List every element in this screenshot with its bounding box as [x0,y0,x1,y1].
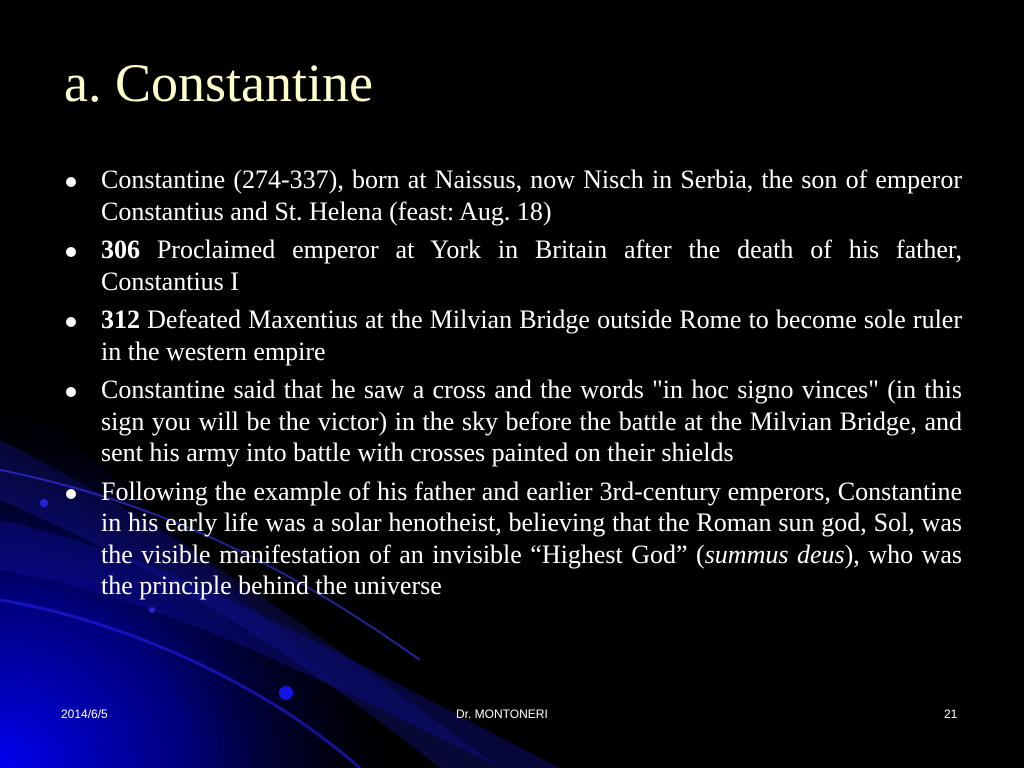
bullet-text-before: Following the example of his father and earlier 3rd-century emperors, Constantine in his early life was a solar henotheist, believing that the Roman sun god, Sol, was the visible manifestation of an invisible “Highest God” ( [101,476,962,569]
bullet-item [64,476,962,602]
bullet-year: 312 [101,305,140,334]
slide-title: a. Constantine [64,53,373,113]
footer-author: Dr. MONTONERI [456,707,548,721]
bullet-dot-icon [66,247,76,257]
bullet-text: Proclaimed emperor at York in Britain after the death of his father, Constantius I [101,235,962,296]
bullet-text: Constantine (274-337), born at Naissus, now Nisch in Serbia, the son of emperor Constantius and St. Helena (feast: Aug. 18) [101,165,962,226]
bullet-text-after: ), who was the principle behind the universe [101,539,962,600]
bullet-italic-term: summus deus [704,539,845,569]
bullet-dot-icon [66,317,76,327]
footer-page-number: 21 [944,707,958,721]
bullet-item [64,164,962,227]
bullet-text: Constantine said that he saw a cross and the words "in hoc signo vinces" (in this sign you will be the victor) in the sky before the battle at the Milvian Bridge, and sent his army into battle with crosses painted on their shields [101,375,962,467]
bullet-item [64,304,962,367]
bullet-item [64,234,962,297]
bullet-year: 306 [101,235,140,264]
bullet-text: Defeated Maxentius at the Milvian Bridge outside Rome to become sole ruler in the western empire [101,305,962,366]
footer-date: 2014/6/5 [61,707,108,721]
bullet-item [64,374,962,469]
bullet-list [64,164,962,609]
bullet-dot-icon [66,177,76,187]
bullet-dot-icon [66,489,76,499]
bullet-dot-icon [66,387,76,397]
